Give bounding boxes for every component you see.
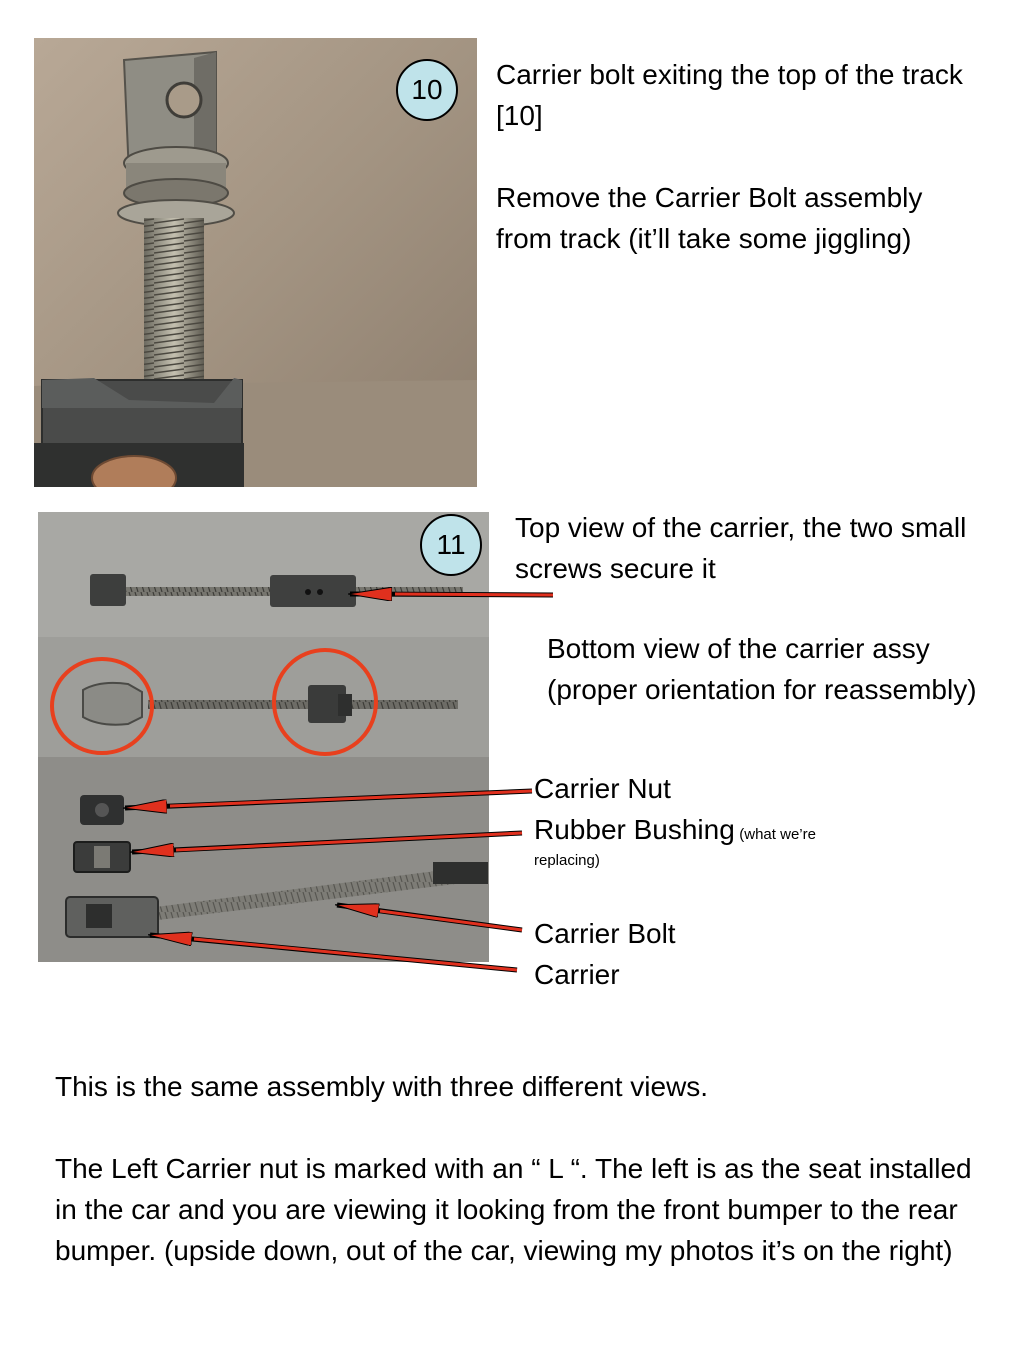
arrow-carrier-bolt-fill: [380, 911, 522, 930]
notes-paragraph-2: The Left Carrier nut is marked with an “ L “. The left is as the seat installed in the car and you are viewing it looking from the front bumper to the rear bumper. (upside down, out of the car, viewing my photos it’s on the right): [55, 1153, 972, 1266]
bottom-view-caption: Bottom view of the carrier assy (proper orientation for reassembly): [547, 633, 977, 705]
arrow-top-view-fill: [395, 594, 553, 595]
top-view-caption: Top view of the carrier, the two small screws secure it: [515, 512, 967, 584]
arrow-rubber-bushing-fill: [176, 833, 522, 850]
step-10-caption: Carrier bolt exiting the top of the track [10]: [496, 59, 963, 131]
step-11-badge: 11: [420, 514, 482, 576]
step-10-instruction: Remove the Carrier Bolt assembly from track (it’ll take some jiggling): [496, 182, 923, 254]
notes-paragraph-1: This is the same assembly with three different views.: [55, 1071, 709, 1102]
rubber-bushing-note: (what we’re replacing): [534, 826, 816, 869]
arrow-carrier-nut-fill: [170, 791, 532, 806]
carrier-label: Carrier: [534, 959, 620, 990]
carrier-bolt-label: Carrier Bolt: [534, 918, 676, 949]
carrier-nut-label: Carrier Nut: [534, 773, 671, 804]
rubber-bushing-label: Rubber Bushing: [534, 814, 735, 845]
circle-right-marker: [274, 650, 376, 754]
arrow-carrier-fill: [194, 939, 517, 970]
step-10-badge: 10: [396, 59, 458, 121]
circle-left-marker: [52, 659, 152, 753]
